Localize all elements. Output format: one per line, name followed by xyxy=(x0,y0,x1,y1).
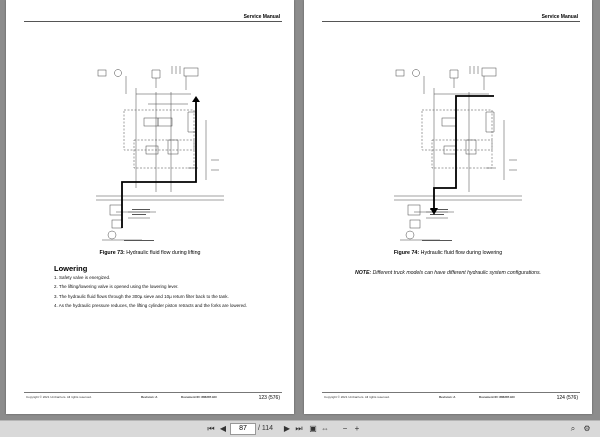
section-title: Lowering xyxy=(54,264,88,273)
figure-caption-text: Hydraulic fluid flow during lifting xyxy=(126,250,201,256)
fit-width-icon[interactable]: ⇔ xyxy=(321,424,329,433)
list-item: 3. The hydraulic fluid flows through the 300µ sieve and 10µ return filter back to the tank. xyxy=(54,293,229,299)
page-124 xyxy=(304,0,592,414)
last-page-icon[interactable]: ⏭ xyxy=(295,424,303,433)
page-123 xyxy=(6,0,294,414)
page-number-input[interactable]: 87 xyxy=(230,423,256,435)
first-page-icon[interactable]: ⏮ xyxy=(207,424,215,433)
figure-caption xyxy=(6,250,294,256)
settings-icon[interactable]: ⚙ xyxy=(583,424,591,433)
page-total: / 114 xyxy=(258,425,274,432)
header-title: Service Manual xyxy=(541,14,578,20)
list-item: 2. The lifting/lowering valve is opened using the lowering lever. xyxy=(54,284,179,290)
footer-page-number: 124 (576) xyxy=(556,395,578,401)
note-text: Different truck models can have different hydraulic system configurations. xyxy=(372,270,541,276)
search-icon[interactable]: ⌕ xyxy=(570,424,576,433)
figure-caption xyxy=(304,250,592,256)
figure-label: Figure 73: xyxy=(99,250,125,256)
zoom-in-icon[interactable]: + xyxy=(354,424,360,433)
hydraulic-diagram-lifting xyxy=(6,0,294,414)
footer-document-id: Document ID: 886287-EN xyxy=(181,395,217,399)
footer-copyright: Copyright © 2021 UniCarriers. All rights reserved. xyxy=(26,395,92,399)
viewer-toolbar xyxy=(0,420,600,437)
footer-document-id: Document ID: 886287-EN xyxy=(479,395,515,399)
steps-list xyxy=(54,275,264,313)
fit-page-icon[interactable]: ▣ xyxy=(309,424,317,433)
footer-revision: Revision: A xyxy=(439,395,456,399)
header-title: Service Manual xyxy=(243,14,280,20)
hydraulic-diagram-lowering xyxy=(304,0,592,414)
prev-page-icon[interactable]: ◀ xyxy=(219,424,227,433)
list-item: 4. As the hydraulic pressure reduces, the lifting cylinder piston retracts and the forks are lowered. xyxy=(54,303,247,309)
footer-page-number: 123 (576) xyxy=(258,395,280,401)
zoom-out-icon[interactable]: − xyxy=(342,424,348,433)
footer-revision: Revision: A xyxy=(141,395,158,399)
footer-rule xyxy=(322,392,580,393)
next-page-icon[interactable]: ▶ xyxy=(283,424,291,433)
list-item: 1. Safety valve is energized. xyxy=(54,275,111,280)
figure-caption-text: Hydraulic fluid flow during lowering xyxy=(420,250,503,256)
note xyxy=(304,270,592,276)
figure-label: Figure 74: xyxy=(393,250,420,256)
footer-rule xyxy=(24,392,282,393)
footer-copyright: Copyright © 2021 UniCarriers. All rights reserved. xyxy=(324,395,390,399)
note-label: NOTE: xyxy=(355,270,372,276)
